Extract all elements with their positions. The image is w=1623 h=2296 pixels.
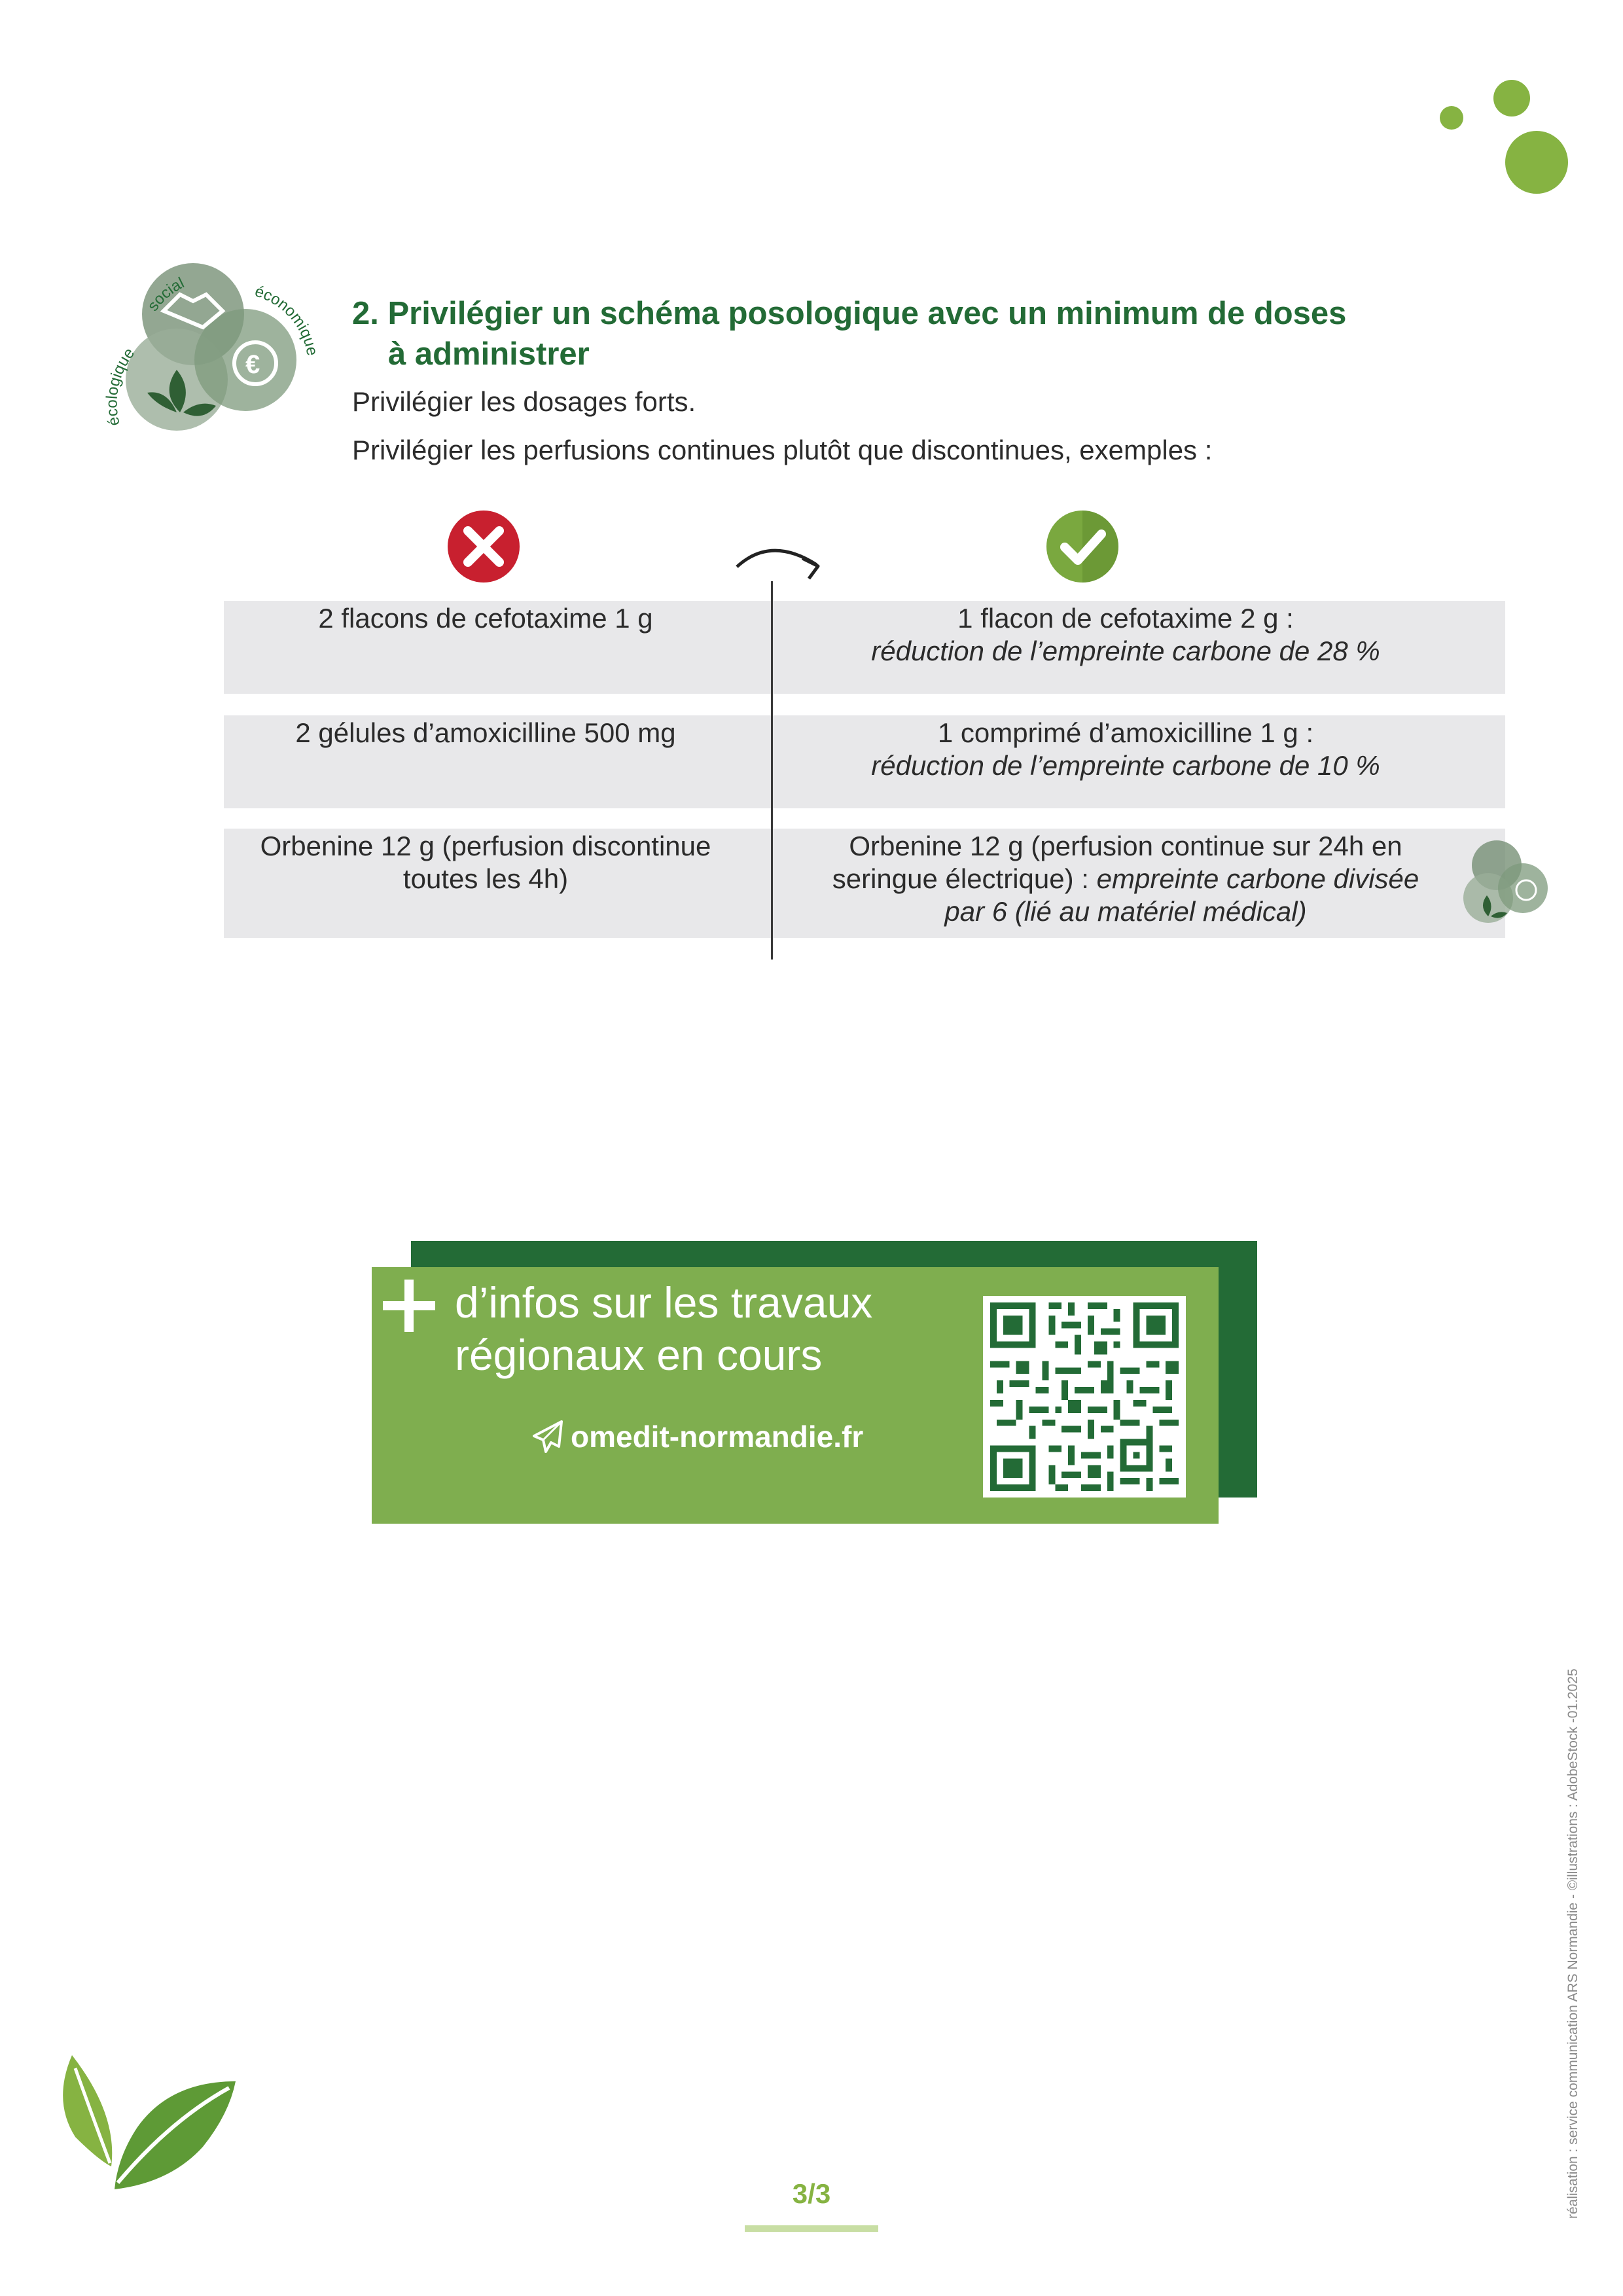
row3-after bbox=[772, 830, 1479, 928]
svg-text:€: € bbox=[245, 350, 260, 379]
badge-economique-label: économique bbox=[253, 282, 321, 357]
row3-before-line2: toutes les 4h) bbox=[402, 863, 569, 894]
section-title-line1: 2. Privilégier un schéma posologique avec un minimum de doses bbox=[352, 296, 1347, 331]
curved-arrow-icon bbox=[732, 535, 830, 581]
sustainability-badge-icon bbox=[92, 232, 327, 442]
row3-after-line1: Orbenine 12 g (perfusion continue sur 24h en bbox=[849, 831, 1402, 861]
plus-icon-vertical bbox=[404, 1280, 414, 1332]
decor-dot-medium bbox=[1493, 80, 1530, 117]
row3-after-line2-note: empreinte carbone divisée bbox=[1096, 863, 1419, 894]
row2-after-text: 1 comprimé d’amoxicilline 1 g : bbox=[937, 717, 1314, 748]
intro-text-2: Privilégier les perfusions continues plutôt que discontinues, exemples : bbox=[352, 435, 1213, 465]
row1-after-note: réduction de l’empreinte carbone de 28 % bbox=[871, 636, 1380, 666]
banner-text bbox=[455, 1276, 872, 1381]
intro-text-1: Privilégier les dosages forts. bbox=[352, 386, 696, 417]
row2-before: 2 gélules d’amoxicilline 500 mg bbox=[295, 717, 676, 748]
section-title bbox=[352, 293, 1425, 374]
qr-code-icon bbox=[983, 1296, 1186, 1498]
badge-ecologique-label: écologique bbox=[103, 344, 139, 428]
row1-after-text: 1 flacon de cefotaxime 2 g : bbox=[957, 603, 1294, 634]
sustainability-badge-small-icon bbox=[1448, 826, 1559, 931]
paper-plane-icon bbox=[531, 1419, 564, 1456]
cross-icon bbox=[446, 509, 521, 584]
page-underline bbox=[745, 2225, 878, 2232]
row3-after-line3-note: par 6 (lié au matériel médical) bbox=[944, 896, 1307, 927]
banner-line2: régionaux en cours bbox=[455, 1331, 823, 1379]
row3-before-line1: Orbenine 12 g (perfusion discontinue bbox=[260, 831, 711, 861]
check-icon bbox=[1045, 509, 1120, 584]
section-title-line2: à administrer bbox=[388, 336, 590, 372]
badge-social-label: social bbox=[143, 274, 187, 315]
website-link[interactable]: omedit-normandie.fr bbox=[571, 1420, 864, 1454]
row1-before: 2 flacons de cefotaxime 1 g bbox=[318, 603, 653, 634]
row2-after bbox=[772, 717, 1479, 782]
credit-text-container bbox=[1558, 1571, 1584, 2219]
row2-after-note: réduction de l’empreinte carbone de 10 % bbox=[871, 750, 1380, 781]
qr-code[interactable] bbox=[983, 1296, 1186, 1498]
banner-line1: d’infos sur les travaux bbox=[455, 1278, 873, 1327]
row3-after-line2: seringue électrique) : bbox=[832, 863, 1097, 894]
row3-before bbox=[224, 830, 747, 895]
decor-dot-large bbox=[1505, 131, 1568, 194]
credit-text: réalisation : service communication ARS Normandie - ©illustrations : AdobeStock -01.2025 bbox=[1565, 1668, 1580, 2219]
page-number: 3/3 bbox=[792, 2178, 831, 2209]
decor-dot-small bbox=[1440, 106, 1463, 130]
row1-after bbox=[772, 602, 1479, 668]
leaves-icon bbox=[46, 2042, 242, 2199]
